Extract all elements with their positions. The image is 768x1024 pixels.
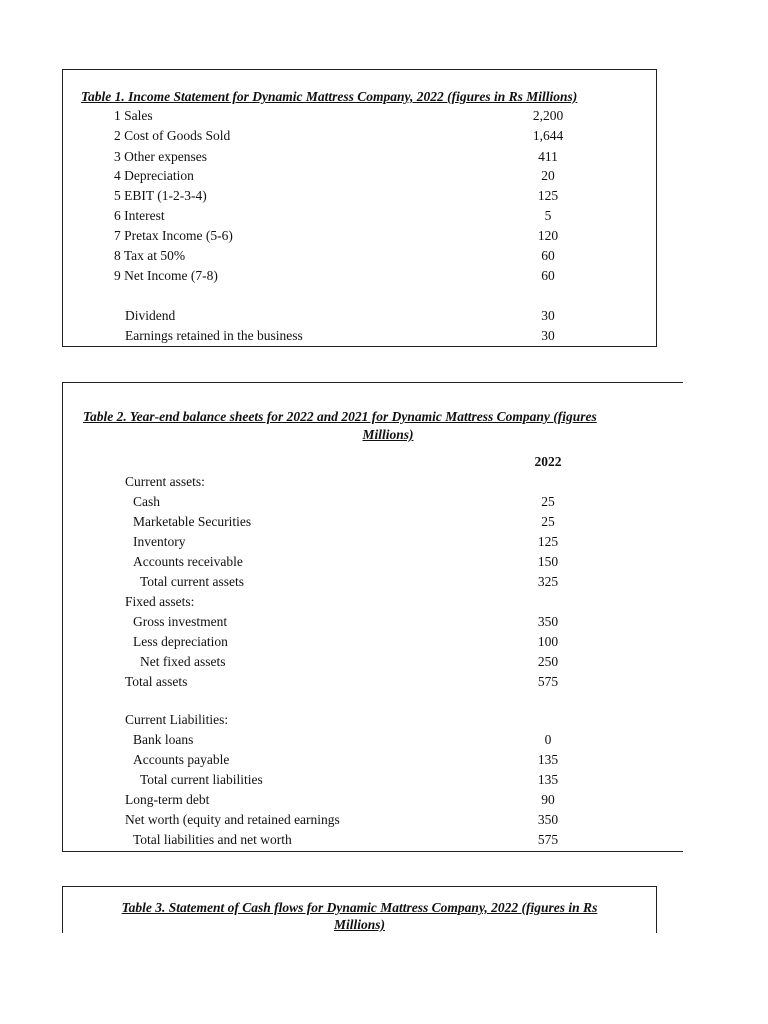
table2-row: [63, 573, 683, 591]
row-label: 3 Other expenses: [114, 149, 207, 164]
row-value: 5: [544, 208, 552, 223]
row-value: 125: [537, 534, 559, 549]
row-label: Net worth (equity and retained earnings: [125, 812, 340, 827]
table2-row: [63, 513, 683, 531]
row-value: 25: [541, 514, 555, 529]
row-label: Current Liabilities:: [125, 712, 229, 727]
table2-row: [63, 593, 683, 611]
row-label: Long-term debt: [125, 792, 210, 807]
table1-row: [63, 247, 656, 265]
row-value: 575: [537, 674, 559, 689]
row-label: Accounts receivable: [133, 554, 243, 569]
table1-row: [63, 267, 656, 285]
row-label: 9 Net Income (7-8): [114, 268, 218, 283]
row-label: 7 Pretax Income (5-6): [114, 228, 233, 243]
row-label: Marketable Securities: [133, 514, 252, 529]
table2-row: [63, 771, 683, 789]
table2-row: [63, 633, 683, 651]
row-value: 411: [538, 149, 558, 164]
row-label: Gross investment: [133, 614, 228, 629]
table2-row: [63, 791, 683, 809]
row-value: 60: [541, 268, 555, 283]
row-value: 350: [537, 812, 559, 827]
row-value: 90: [541, 792, 555, 807]
table1-row: [63, 148, 656, 166]
table2-row: [63, 493, 683, 511]
row-label: Current assets:: [125, 474, 205, 489]
table2-row: [63, 533, 683, 551]
table2-row: [63, 751, 683, 769]
row-value: 250: [537, 654, 559, 669]
table2-row: [63, 553, 683, 571]
row-label: 1 Sales: [114, 108, 153, 123]
row-label: Accounts payable: [133, 752, 230, 767]
row-value: 2,200: [532, 108, 564, 123]
table2-row: [63, 653, 683, 671]
row-value: 135: [537, 752, 559, 767]
row-value: 150: [537, 554, 559, 569]
table1-row: [63, 327, 656, 345]
table2-row: [63, 711, 683, 729]
row-label: Total current assets: [140, 574, 245, 589]
table2-row: [63, 613, 683, 631]
row-value: 25: [541, 494, 555, 509]
row-label: Total liabilities and net worth: [133, 832, 292, 847]
row-label: Total current liabilities: [140, 772, 263, 787]
row-value: 60: [541, 248, 555, 263]
row-value: 350: [537, 614, 559, 629]
row-value: 30: [541, 328, 555, 343]
row-value: 135: [537, 772, 559, 787]
row-label: Total assets: [125, 674, 188, 689]
row-value: 20: [541, 168, 555, 183]
table2-row: [63, 673, 683, 691]
row-value: 1,644: [532, 128, 564, 143]
row-value: 125: [537, 188, 559, 203]
table1-row: [63, 127, 656, 145]
row-label: 2 Cost of Goods Sold: [114, 128, 231, 143]
row-label: Less depreciation: [133, 634, 228, 649]
row-label: Inventory: [133, 534, 186, 549]
row-label: Dividend: [125, 308, 176, 323]
table2-row: [63, 473, 683, 491]
row-label: 6 Interest: [114, 208, 165, 223]
table3-title-line1: Table 3. Statement of Cash flows for Dynamic Mattress Company, 2022 (figures in Rs: [121, 900, 598, 915]
balance-sheet-table: [62, 382, 683, 852]
table1-row: [63, 167, 656, 185]
table2-row: [63, 811, 683, 829]
table1-title: Table 1. Income Statement for Dynamic Mattress Company, 2022 (figures in Rs Millions): [81, 89, 578, 104]
row-value: 575: [537, 832, 559, 847]
table1-row: [63, 307, 656, 325]
row-value: 120: [537, 228, 559, 243]
row-label: 5 EBIT (1-2-3-4): [114, 188, 207, 203]
row-label: Earnings retained in the business: [125, 328, 303, 343]
row-label: Net fixed assets: [140, 654, 226, 669]
row-label: Bank loans: [133, 732, 194, 747]
table1-row: [63, 187, 656, 205]
table2-title-line2: Millions): [362, 427, 414, 442]
row-value: 100: [537, 634, 559, 649]
table2-row: [63, 731, 683, 749]
row-value: 325: [537, 574, 559, 589]
table1-row: [63, 227, 656, 245]
page-bottom-margin: [0, 933, 768, 1024]
year-header: 2022: [534, 454, 562, 469]
row-value: 30: [541, 308, 555, 323]
table2-row: [63, 831, 683, 849]
row-label: Cash: [133, 494, 160, 509]
table3-title-line2: Millions): [333, 917, 385, 932]
row-label: 8 Tax at 50%: [114, 248, 186, 263]
row-label: Fixed assets:: [125, 594, 195, 609]
row-label: 4 Depreciation: [114, 168, 194, 183]
table1-row: [63, 207, 656, 225]
income-statement-table: [62, 69, 657, 347]
table1-row: [63, 107, 656, 125]
row-value: 0: [544, 732, 552, 747]
table2-title-line1: Table 2. Year-end balance sheets for 2022 and 2021 for Dynamic Mattress Company (figures: [83, 409, 597, 424]
